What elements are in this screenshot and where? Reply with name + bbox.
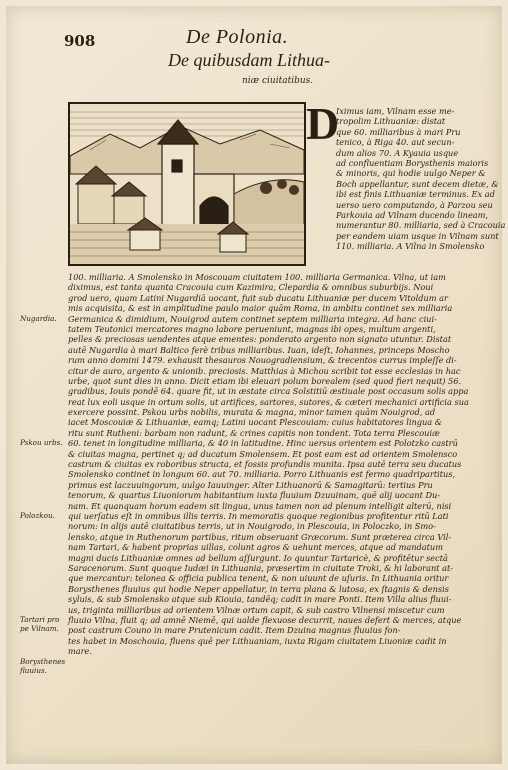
text-line: qui uerſatus eſt in omnibus illis terris. In memoratis quoque regionibus profitentur ritū Lati xyxy=(68,510,449,521)
right-column-text xyxy=(336,106,506,252)
text-line: diximus, est tanta quanta Cracouia cum Kazimira, Clepardia & omnibus suburbijs. Noui xyxy=(68,282,434,293)
text-line: Borysthenes fluuius qui hodie Neper appellatur, in terra plana & lutosa, ex ſtagnis & densis xyxy=(68,583,449,594)
text-line: dum alios 70. A Kyauia usque xyxy=(336,147,459,158)
text-line: norum: in alijs autē ciuitatibus terris, ut in Nouigrodo, in Plescouia, in Poloczko, in Smo- xyxy=(68,521,436,532)
text-line: tenorum, & quartus Liuoniorum habitantium iuxta fluuium Dzuuinam, quē alij uocant Du- xyxy=(68,490,441,501)
text-line: ibi est finis Lithuaniæ terminus. Ex ad xyxy=(336,189,495,200)
chapter-heading: De quibusdam Lithua- xyxy=(168,50,330,70)
text-line: ritu sunt Rutheni: barbam non radunt, & crines capitis non tondent. Tota terra Plescouiæ xyxy=(68,427,440,438)
text-line: mis acquisita, & est in amplitudine paulo maior quām Roma, in ambitu continet sex milliaria xyxy=(68,303,453,314)
marginal-note: Polozkou. xyxy=(20,511,55,521)
text-line: castrum & ciuitas ex roboribus structa, et fossis profundis munita. Ipsa autē terra seu ducatus xyxy=(68,459,462,470)
marginal-note: Borysthenes fluuius. xyxy=(20,656,66,675)
marginal-note: Nugardia. xyxy=(20,313,57,323)
text-line: mare. xyxy=(68,646,93,657)
text-line: syluis, & sub Smolensko atque sub Kiouia, tandēq; cadit in mare Ponti. Item Villa alius fluui- xyxy=(68,594,452,605)
text-line: Iximus iam, Vilnam esse me- xyxy=(336,106,455,116)
text-line: lensko, atque in Ruthenorum partibus, ritum obseruant Græcorum. Sunt præterea circa Vil- xyxy=(68,531,452,542)
text-line: Saracenorum. Sunt quoque Iudæi in Lithuania, præsertim in ciuitate Troki, & hi laborant at- xyxy=(68,562,454,573)
text-line: reat lux eoli usque in ortum solis, ut artifices, sartores, sutores, & cæteri mechanici artificia sua xyxy=(68,396,469,407)
text-line: nam Tartari, & habent proprias uillas, colunt agros & uehunt merces, atque ad mandatum xyxy=(68,542,443,553)
text-line: urbe, quot sunt dies in anno. Dicit etiam ibi eleuari polum borealem (sed quod fieri nequit) 56. xyxy=(68,375,462,386)
text-line: nam. Et quanquam horum eadem sit lingua, unus tamen non ad plenum intelligit alterū, nisi xyxy=(68,500,452,511)
text-line: Germanica & dimidium, Nouigrod autem continet septem milliaria integra. Ad hanc ciui- xyxy=(68,313,437,324)
text-line: ad confluentiam Borysthenis maioris xyxy=(336,157,489,168)
marginal-note: Tartari pro pe Vilnam. xyxy=(20,615,60,634)
text-line: tatem Teutonici mercatores magno labore perueniunt, magnas ibi opes, multum argenti, xyxy=(68,323,436,334)
text-line: tes habet in Moschouia, fluens quē per Lithuaniam, iuxta Rigam ciuitatem Liuoniæ cadit in xyxy=(68,635,447,646)
text-line: Boch appellantur, sunt decem dietæ, & xyxy=(336,178,499,189)
text-line: numerantur 80. milliaria, sed à Cracouia xyxy=(336,220,506,231)
text-line: autē Nugardia à mari Baltico ferè tribus milliaribus. Iuan, ideſt, Iohannes, princeps Moscho xyxy=(68,344,450,355)
marginal-note: Pskou urbs. xyxy=(20,438,63,448)
text-line: uerso uero computando, à Parzou seu xyxy=(336,199,493,210)
text-line: Parkouia ad Vilnam ducendo lineam, xyxy=(336,209,489,220)
drop-capital: D xyxy=(306,98,340,149)
text-line: 60. tenet in longitudine milliaria, & 40 in latitudine. Hinc uersus orientem est Polotzko castrū xyxy=(68,438,458,449)
main-body-text xyxy=(68,272,488,656)
text-line: & minoris, qui hodie uulgo Neper & xyxy=(336,168,486,179)
text-line: fluuio Vilna, fluit q; ad amnē Niemē, qui ualde flexuose decurrit, naues defert & merces, atque xyxy=(68,614,462,625)
text-line: tenico, à Riga 40. aut secun- xyxy=(336,137,455,148)
text-line: que 60. milliaribus à mari Pru xyxy=(336,126,461,137)
text-line: que mercantur: telonea & officia publica tenent, & non uiuunt de uſuris. In Lithuania oritur xyxy=(68,573,449,584)
page-number: 908 xyxy=(64,32,96,50)
text-line: tropolim Lithuaniæ: distat xyxy=(336,116,446,127)
text-line: & ciuitas magna, pertinet q; ad ducatum Smolensem. Et post eam est ad orientem Smolensco xyxy=(68,448,458,459)
text-line: post castrum Couno in mare Prutenicum cadit. Item Dzuina magnus fluuius fon- xyxy=(68,625,401,636)
text-line: rum anno domini 1479. exhausit thesauros Nouogradiensium, & trecentos currus impleſſe di- xyxy=(68,355,457,366)
text-line: gradibus, Iouis pondē 64. quare fit, ut in æstate circa Solstitiū æstiuale post occasum solis appa xyxy=(68,386,469,397)
text-line: 110. milliaria. A Vilna in Smolensko xyxy=(336,241,485,252)
text-line: Smolensko continet in longum 60. aut 70. milliaria. Porro Lithuanis est fermo quadripartitus, xyxy=(68,469,456,480)
text-line: us, triginta milliaribus ad orientem Vilnæ ortum capit, & sub castro Vilnensi miscetur cum xyxy=(68,604,445,615)
text-line: magni ducis Lithuaniæ omnes ad bellum aſſurgunt. Io quuntur Tartaricè, & profitētur sectā xyxy=(68,552,448,563)
text-line: grod uero, quam Latini Nugardiā uocant, fuit sub ducatu Lithuaniæ per ducem Vitoldum ar xyxy=(68,292,448,303)
woodcut-illustration xyxy=(68,102,306,266)
text-line: exercere possint. Pskou urbs nobilis, murata & magna, minor tamen quām Nouigrod, ad xyxy=(68,407,436,418)
chapter-heading-continuation: niæ ciuitatibus. xyxy=(242,76,314,86)
text-line: primus est laczuuingorum, uulgo Iauuinger. Alter Lithuanorū & Samagitarū: tertius Pru xyxy=(68,479,433,490)
text-line: 100. milliaria. A Smolensko in Moscouam ciuitatem 100. milliaria Germanica. Vilna, ut iam xyxy=(68,272,446,282)
page-title: De Polonia. xyxy=(186,26,289,48)
woodcut-town-image xyxy=(70,104,304,264)
text-line: iacet Moscouiæ & Lithuaniæ, eamq; Latini uocant Plescouiam: cuius habitatores lingua & xyxy=(68,417,443,428)
book-page xyxy=(6,6,506,764)
text-line: citur de auro, argento & unionib. preciosis. Matthias à Michou scribit tot esse ecclesias in hac xyxy=(68,365,461,376)
text-line: per eandem uiam usque in Vilnam sunt xyxy=(336,230,499,241)
text-line: pelles & preciosas uendentes atque ementes: ponderato argento non signato utuntur. Distat xyxy=(68,334,452,345)
